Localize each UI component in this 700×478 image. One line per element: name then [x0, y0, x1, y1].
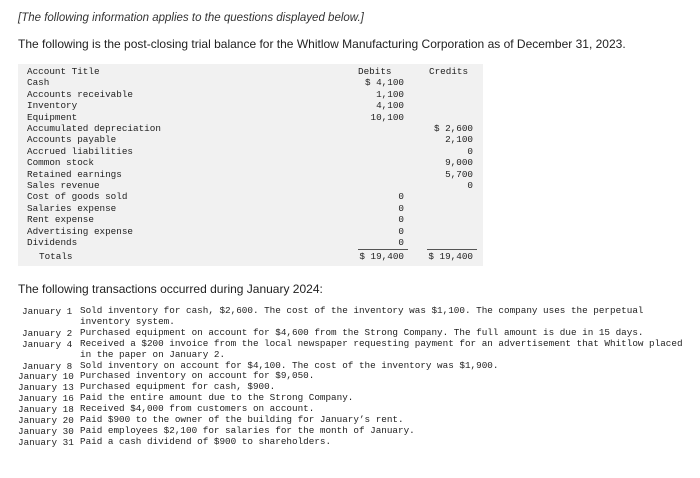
account-title: Accrued liabilities [27, 145, 134, 157]
list-item [18, 339, 688, 361]
column-header-credits: Credits [429, 66, 469, 77]
table-row [18, 77, 483, 88]
transaction-text: Purchased equipment on account for $4,600 from the Strong Company. The full amount is due in 15 days. [80, 326, 644, 338]
totals-row [18, 251, 483, 262]
account-title: Cash [27, 77, 50, 89]
table-row [18, 203, 483, 214]
transaction-text: Paid employees $2,100 for salaries for the month of January. [80, 424, 415, 436]
column-header-debits: Debits [358, 66, 392, 77]
transaction-text: Purchased equipment for cash, $900. [80, 381, 276, 393]
credit-amount: 0 [467, 145, 473, 157]
account-title: Advertising expense [27, 225, 134, 237]
debit-total-rule [358, 249, 408, 250]
account-title: Cost of goods sold [27, 191, 128, 203]
table-row [18, 214, 483, 225]
account-title: Inventory [27, 100, 78, 112]
transaction-date: January 10 [18, 371, 74, 383]
account-title: Accumulated depreciation [27, 123, 161, 134]
account-title: Dividends [27, 237, 78, 248]
transaction-text: Received $4,000 from customers on account. [80, 403, 315, 415]
debit-amount: 0 [398, 214, 404, 226]
debit-amount: 10,100 [370, 111, 404, 123]
problem-description: The following is the post-closing trial balance for the Whitlow Manufacturing Corporation as of December 31, 2023. [18, 37, 626, 51]
transactions-intro: The following transactions occurred during January 2024: [18, 282, 323, 296]
debit-amount: 0 [398, 225, 404, 237]
table-row [18, 134, 483, 145]
account-title: Equipment [27, 111, 78, 123]
transaction-date: January 4 [22, 338, 73, 350]
account-title: Accounts payable [27, 134, 117, 146]
transaction-text: Purchased inventory on account for $9,050. [80, 370, 315, 382]
transaction-date: January 1 [22, 306, 73, 317]
transaction-date: January 18 [18, 404, 74, 416]
list-item [18, 437, 688, 448]
account-title: Retained earnings [27, 168, 122, 180]
credit-total-rule [427, 249, 477, 250]
transaction-text: Sold inventory for cash, $2,600. The cost of the inventory was $1,100. The company uses the perpetual inventory system. [80, 305, 644, 327]
credit-amount: 5,700 [445, 168, 473, 180]
instruction-note: [The following information applies to the questions displayed below.] [18, 12, 364, 24]
debit-amount: 1,100 [376, 88, 404, 100]
account-title: Sales revenue [27, 180, 100, 191]
transaction-date: January 20 [18, 415, 74, 427]
transaction-text: Paid the entire amount due to the Strong Company. [80, 392, 354, 404]
table-row [18, 157, 483, 168]
table-row [18, 89, 483, 100]
transaction-text: Received a $200 invoice from the local newspaper requesting payment for an advertisement that Whitlow placed in the paper on January 2. [80, 337, 683, 360]
totals-label: Totals [39, 251, 73, 262]
transaction-date: January 16 [18, 393, 74, 405]
transaction-date: January 31 [18, 436, 74, 448]
credit-amount: 2,100 [445, 134, 473, 146]
list-item [18, 306, 688, 328]
table-row [18, 180, 483, 191]
credit-amount: 0 [467, 180, 473, 191]
table-header-row [18, 66, 483, 77]
account-title: Rent expense [27, 214, 94, 226]
transaction-date: January 2 [22, 327, 73, 339]
account-title: Accounts receivable [27, 88, 134, 100]
debit-amount: 4,100 [376, 100, 404, 112]
credit-amount: 9,000 [445, 157, 473, 169]
transaction-date: January 13 [18, 382, 74, 394]
table-row [18, 226, 483, 237]
debit-amount: $ 4,100 [364, 77, 404, 89]
account-title: Salaries expense [27, 202, 117, 214]
debit-amount: 0 [398, 237, 404, 248]
total-debits: $ 19,400 [359, 251, 404, 262]
table-row [18, 112, 483, 123]
debit-amount: 0 [398, 202, 404, 214]
trial-balance-table [18, 64, 483, 266]
table-row [18, 169, 483, 180]
transaction-date: January 30 [18, 425, 74, 437]
table-row [18, 237, 483, 248]
transaction-date: January 8 [22, 360, 73, 372]
transactions-list [18, 306, 688, 448]
credit-amount: $ 2,600 [433, 123, 473, 134]
column-header-account: Account Title [27, 66, 100, 77]
table-row [18, 146, 483, 157]
table-row [18, 123, 483, 134]
transaction-text: Paid a cash dividend of $900 to shareholders. [80, 435, 332, 447]
debit-amount: 0 [398, 191, 404, 203]
total-credits: $ 19,400 [428, 251, 473, 262]
table-row [18, 100, 483, 111]
transaction-text: Sold inventory on account for $4,100. The cost of the inventory was $1,900. [80, 359, 499, 371]
transaction-text: Paid $900 to the owner of the building for January’s rent. [80, 414, 404, 426]
table-row [18, 191, 483, 202]
account-title: Common stock [27, 157, 94, 169]
